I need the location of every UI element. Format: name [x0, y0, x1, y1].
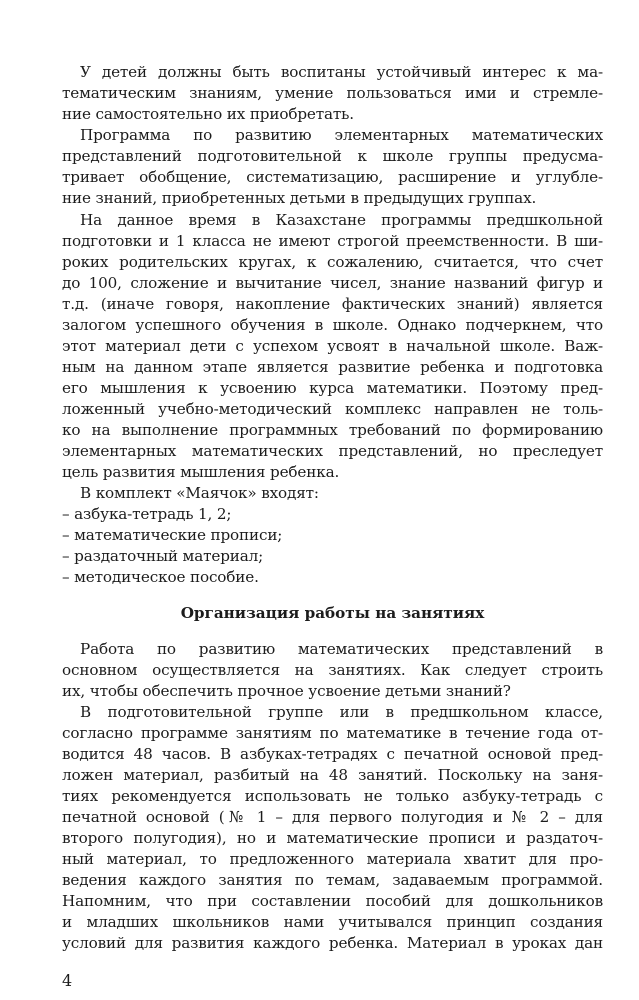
text-line: ложен материал, разбитый на 48 занятий. Поскольку на заня-	[62, 766, 603, 784]
text-line: ведения каждого занятия по темам, задаваемым программой.	[62, 871, 603, 889]
text-line: основном осуществляется на занятиях. Как следует строить	[62, 661, 603, 679]
text-line: представлений подготовительной к школе группы предусма-	[62, 147, 603, 165]
text-line: В комплект «Маячок» входят:	[80, 484, 319, 502]
text-line: согласно программе занятиям по математике в течение года от-	[62, 724, 603, 742]
list-item: – азбука-тетрадь 1, 2;	[62, 505, 232, 523]
text-line: и младших школьников нами учитывался принцип создания	[62, 913, 603, 931]
text-line: до 100, сложение и вычитание чисел, знание названий фигур и	[62, 274, 603, 292]
text-line: элементарных математических представлений, но преследует	[62, 442, 603, 460]
text-line: В подготовительной группе или в предшкольном классе,	[80, 703, 603, 721]
text-line: тематическим знаниям, умение пользоваться ими и стремле-	[62, 84, 603, 102]
text-line: У детей должны быть воспитаны устойчивый интерес к ма-	[80, 63, 603, 81]
text-line: печатной основой (№ 1 – для первого полугодия и № 2 – для	[62, 808, 603, 826]
text-line: ние самостоятельно их приобретать.	[62, 105, 354, 123]
page-number: 4	[62, 971, 73, 990]
list-item: – математические прописи;	[62, 526, 283, 544]
text-line: ние знаний, приобретенных детьми в предыдущих группах.	[62, 189, 537, 207]
text-line: На данное время в Казахстане программы предшкольной	[80, 211, 603, 229]
text-line: залогом успешного обучения в школе. Однако подчеркнем, что	[62, 316, 603, 334]
text-line: ный материал, то предложенного материала хватит для про-	[62, 850, 603, 868]
text-line: условий для развития каждого ребенка. Материал в уроках дан	[62, 934, 603, 952]
text-line: роких родительских кругах, к сожалению, считается, что счет	[62, 253, 603, 271]
text-line: этот материал дети с успехом усвоят в начальной школе. Важ-	[62, 337, 603, 355]
section-heading: Организация работы на занятиях	[180, 604, 485, 622]
text-line: его мышления к усвоению курса математики. Поэтому пред-	[62, 379, 603, 397]
text-line: второго полугодия), но и математические прописи и раздаточ-	[62, 829, 603, 847]
text-line: их, чтобы обеспечить прочное усвоение детьми знаний?	[62, 682, 511, 700]
list-item: – раздаточный материал;	[62, 547, 264, 565]
text-line: тиях рекомендуется использовать не только азбуку-тетрадь с	[62, 787, 603, 805]
text-line: ложенный учебно-методический комплекс направлен не толь-	[62, 400, 603, 418]
text-line: ко на выполнение программных требований по формированию	[62, 421, 603, 439]
text-line: Программа по развитию элементарных математических	[80, 126, 603, 144]
text-line: Работа по развитию математических представлений в	[80, 640, 603, 658]
list-item: – методическое пособие.	[62, 568, 259, 586]
text-line: тривает обобщение, систематизацию, расширение и углубле-	[62, 168, 603, 186]
text-line: т.д. (иначе говоря, накопление фактических знаний) является	[62, 295, 603, 313]
text-line: Напомним, что при составлении пособий для дошкольников	[62, 892, 603, 910]
text-line: подготовки и 1 класса не имеют строгой преемственности. В ши-	[62, 232, 603, 250]
text-line: цель развития мышления ребенка.	[62, 463, 340, 481]
text-line: ным на данном этапе является развитие ребенка и подготовка	[62, 358, 603, 376]
text-line: водится 48 часов. В азбуках-тетрадях с печатной основой пред-	[62, 745, 603, 763]
